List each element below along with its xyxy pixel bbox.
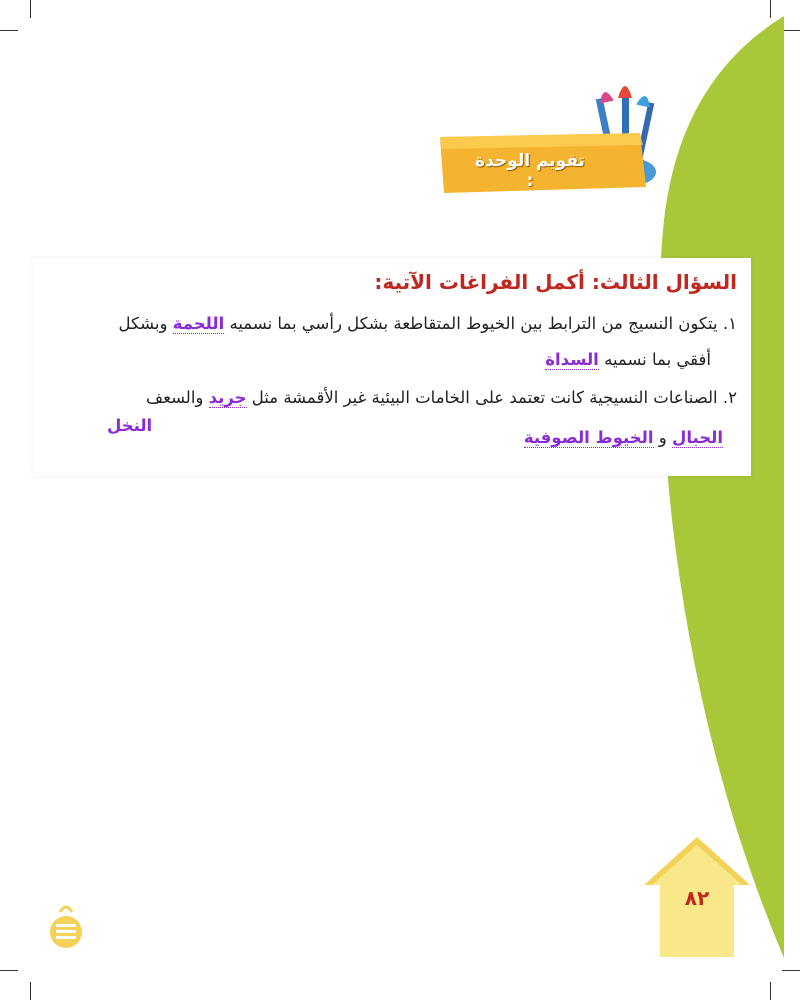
item-text: و	[658, 428, 667, 447]
item-1-line-1	[119, 314, 737, 333]
item-text: أفقي بما نسميه	[604, 350, 711, 369]
answer-text: اللحمة	[172, 314, 225, 333]
item-text: وبشكل	[118, 314, 168, 333]
item-number: ٢.	[722, 388, 737, 407]
page-number: ٨٢	[684, 886, 710, 910]
answer-text: الخيوط الصوفية	[523, 428, 654, 447]
item-2-answer-under	[107, 416, 152, 435]
answer-text: جريد	[208, 388, 247, 407]
unit-evaluation-banner	[440, 133, 650, 193]
banner-title: تقويم الوحدة :	[475, 151, 585, 191]
question-card	[33, 258, 751, 476]
answer-text: الحبال	[672, 428, 723, 447]
answer-text: السداة	[545, 350, 599, 369]
publisher-logo-icon	[46, 902, 86, 950]
item-text: الصناعات النسيجية كانت تعتمد على الخامات البيئية غير الأقمشة مثل	[251, 388, 718, 407]
item-1-line-2	[545, 350, 711, 369]
item-2-line-2	[524, 428, 723, 447]
question-heading: السؤال الثالث: أكمل الفراغات الآتية:	[374, 270, 737, 294]
answer-text: النخل	[107, 416, 153, 435]
item-text: يتكون النسيج من الترابط بين الخيوط المتقاطعة بشكل رأسي بما نسميه	[229, 314, 718, 333]
item-text: والسعف	[146, 388, 204, 407]
item-number: ١.	[722, 314, 737, 333]
item-2-line-1	[146, 388, 737, 407]
